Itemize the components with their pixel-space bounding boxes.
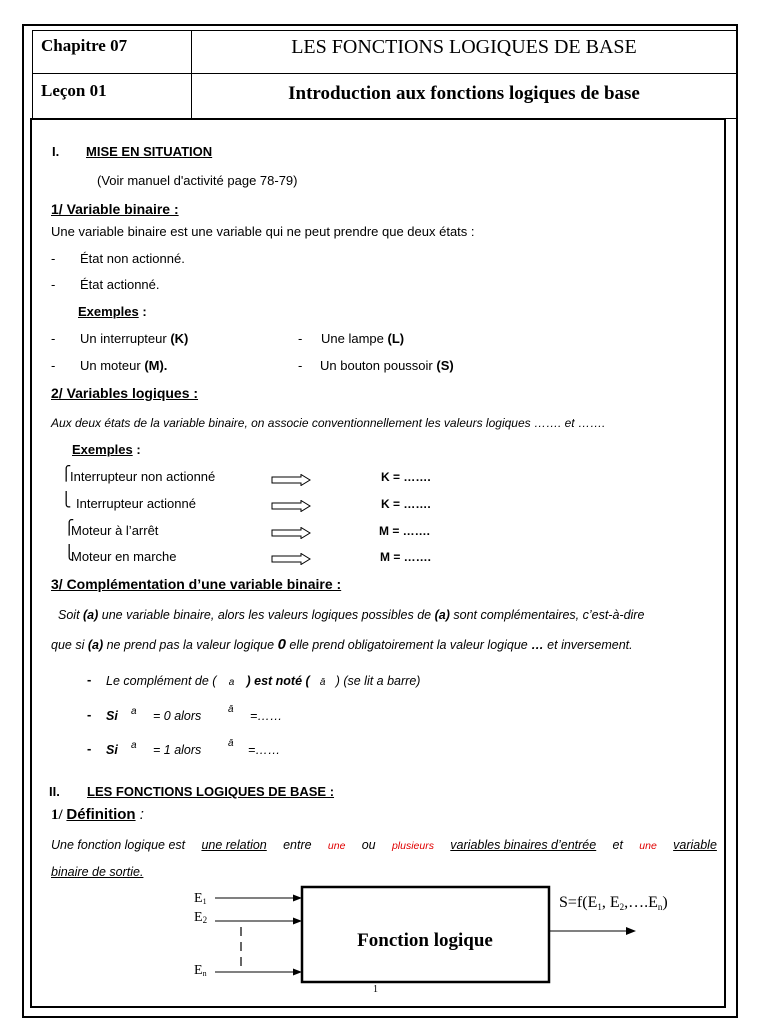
state-2: État actionné. bbox=[80, 277, 160, 292]
double-arrow-icon bbox=[271, 474, 311, 486]
text-run: ou bbox=[361, 838, 376, 852]
text-run: 1/ bbox=[51, 807, 67, 823]
logic-row-value: K = ……. bbox=[381, 470, 431, 484]
input-en-label: En bbox=[194, 963, 207, 978]
output-function-label: S=f(E1, E2,….En) bbox=[559, 894, 668, 912]
text-run: et inversement. bbox=[543, 638, 633, 652]
arrowhead-icon bbox=[293, 918, 302, 925]
sub3-title: 3/ Complémentation d’une variable binaire : bbox=[51, 576, 342, 592]
text-run: elle prend obligatoirement la valeur logique bbox=[285, 638, 532, 652]
examples2-label: Exemples bbox=[72, 442, 133, 457]
example-dash: - bbox=[51, 358, 56, 373]
text-run: ) (se lit a barre) bbox=[335, 674, 421, 688]
text-run: : bbox=[135, 806, 144, 823]
example-code: (M). bbox=[144, 358, 168, 373]
rule-condition: = 1 alors bbox=[153, 743, 202, 757]
text-run: Une fonction logique est bbox=[51, 838, 186, 852]
input-e2-label: E2 bbox=[194, 910, 208, 925]
example-1 bbox=[80, 331, 188, 347]
example-text: Un interrupteur bbox=[80, 331, 171, 346]
bullet-dash: - bbox=[87, 672, 92, 687]
text-run: ) est noté ( bbox=[246, 674, 310, 688]
text-run: (a) bbox=[83, 608, 99, 622]
text-run: 0 bbox=[277, 636, 286, 653]
logic-row-value: K = ……. bbox=[381, 497, 431, 511]
text-run: une bbox=[639, 840, 657, 852]
example-code: (L) bbox=[387, 331, 405, 346]
logic-function-diagram bbox=[190, 880, 710, 992]
sub3-line2 bbox=[51, 637, 633, 653]
bullet-dash: - bbox=[87, 741, 92, 756]
state-dash: - bbox=[51, 277, 56, 292]
var-a-box: a bbox=[228, 677, 235, 688]
definition-line2: binaire de sortie. bbox=[51, 865, 144, 879]
logic-row-label: Moteur en marche bbox=[71, 549, 177, 564]
page-number: 1 bbox=[373, 984, 378, 995]
brace-bottom: ⎩ bbox=[64, 545, 75, 561]
text-run: … bbox=[531, 638, 544, 652]
text-run: Le complément de ( bbox=[106, 674, 217, 688]
rule-result: =…… bbox=[248, 743, 281, 757]
definition-line1 bbox=[51, 837, 717, 855]
example-code: (S) bbox=[436, 358, 454, 373]
definition-title: Définition bbox=[66, 806, 136, 823]
brace-top: ⎧ bbox=[61, 466, 72, 482]
example-text: Une lampe bbox=[321, 331, 388, 346]
text-run: une variable binaire, alors les valeurs logiques possibles de bbox=[98, 608, 435, 622]
var-abar-box: ā bbox=[319, 677, 326, 688]
double-arrow-icon bbox=[271, 527, 311, 539]
example-3 bbox=[80, 358, 167, 374]
logic-row-label: Moteur à l’arrêt bbox=[71, 523, 159, 538]
double-arrow-icon bbox=[271, 553, 311, 565]
example-4 bbox=[320, 358, 454, 374]
arrowhead-icon bbox=[293, 969, 302, 976]
text-run: variable bbox=[673, 838, 717, 852]
arrowhead-icon bbox=[293, 895, 302, 902]
examples2-heading: Exemples : bbox=[72, 442, 141, 457]
example-dash: - bbox=[298, 331, 303, 346]
rule-si: Si bbox=[106, 743, 118, 757]
chapter-title: LES FONCTIONS LOGIQUES DE BASE bbox=[191, 30, 737, 74]
sub2-title: 2/ Variables logiques : bbox=[51, 385, 199, 401]
section1-number: I. bbox=[52, 144, 60, 159]
state-1: État non actionné. bbox=[80, 251, 185, 266]
brace-bottom: ⎩ bbox=[61, 492, 72, 508]
section1-title: MISE EN SITUATION bbox=[86, 144, 213, 159]
text-run: une bbox=[327, 840, 346, 852]
rule-si: Si bbox=[106, 709, 118, 723]
arrowhead-icon bbox=[626, 927, 636, 935]
logic-row-value: M = ……. bbox=[380, 550, 432, 564]
double-arrow-icon bbox=[271, 500, 311, 512]
brace-top: ⎧ bbox=[64, 520, 75, 536]
var-abar: ā bbox=[228, 738, 234, 749]
logic-row-label: Interrupteur non actionné bbox=[70, 469, 216, 484]
function-box-label: Fonction logique bbox=[357, 930, 493, 951]
text-run: sont complémentaires, c’est-à-dire bbox=[449, 608, 645, 622]
example-text: Un moteur bbox=[80, 358, 145, 373]
logic-row-label: Interrupteur actionné bbox=[76, 496, 196, 511]
text-run: plusieurs bbox=[391, 840, 434, 852]
section2-title: LES FONCTIONS LOGIQUES DE BASE : bbox=[87, 784, 335, 799]
rule-result: =…… bbox=[250, 709, 283, 723]
sub3-line1 bbox=[58, 607, 644, 623]
lesson-label: Leçon 01 bbox=[32, 73, 192, 119]
var-a: a bbox=[131, 740, 137, 751]
example-2 bbox=[321, 331, 404, 347]
definition-heading bbox=[51, 807, 144, 823]
section2-number: II. bbox=[49, 784, 60, 799]
complement-definition bbox=[106, 673, 420, 691]
var-a: a bbox=[131, 706, 137, 717]
sub2-text: Aux deux états de la variable binaire, on associe conventionnellement les valeurs logiques ……. et ……. bbox=[51, 416, 606, 430]
chapter-label: Chapitre 07 bbox=[32, 30, 192, 74]
bullet-dash: - bbox=[87, 707, 92, 722]
examples-heading: Exemples : bbox=[78, 304, 147, 319]
example-text: Un bouton poussoir bbox=[320, 358, 437, 373]
text-run: une relation bbox=[201, 838, 267, 852]
text-run: que si bbox=[51, 638, 88, 652]
example-dash: - bbox=[51, 331, 56, 346]
manual-reference: (Voir manuel d'activité page 78-79) bbox=[97, 173, 298, 188]
lesson-title: Introduction aux fonctions logiques de base bbox=[191, 73, 737, 119]
examples-label: Exemples bbox=[78, 304, 139, 319]
rule-condition: = 0 alors bbox=[153, 709, 202, 723]
state-dash: - bbox=[51, 251, 56, 266]
text-run: (a) bbox=[87, 638, 104, 652]
text-run: ne prend pas la valeur logique bbox=[103, 638, 278, 652]
sub1-text: Une variable binaire est une variable qui ne peut prendre que deux états : bbox=[51, 224, 475, 239]
example-code: (K) bbox=[170, 331, 189, 346]
text-run: Soit bbox=[58, 608, 84, 622]
text-run: entre bbox=[283, 838, 312, 852]
text-run: (a) bbox=[434, 608, 450, 622]
var-abar: ā bbox=[228, 704, 234, 715]
sub1-title: 1/ Variable binaire : bbox=[51, 201, 179, 217]
text-run: variables binaires d’entrée bbox=[450, 838, 597, 852]
example-dash: - bbox=[298, 358, 303, 373]
text-run: et bbox=[612, 838, 623, 852]
logic-row-value: M = ……. bbox=[379, 524, 431, 538]
input-e1-label: E1 bbox=[194, 891, 207, 906]
